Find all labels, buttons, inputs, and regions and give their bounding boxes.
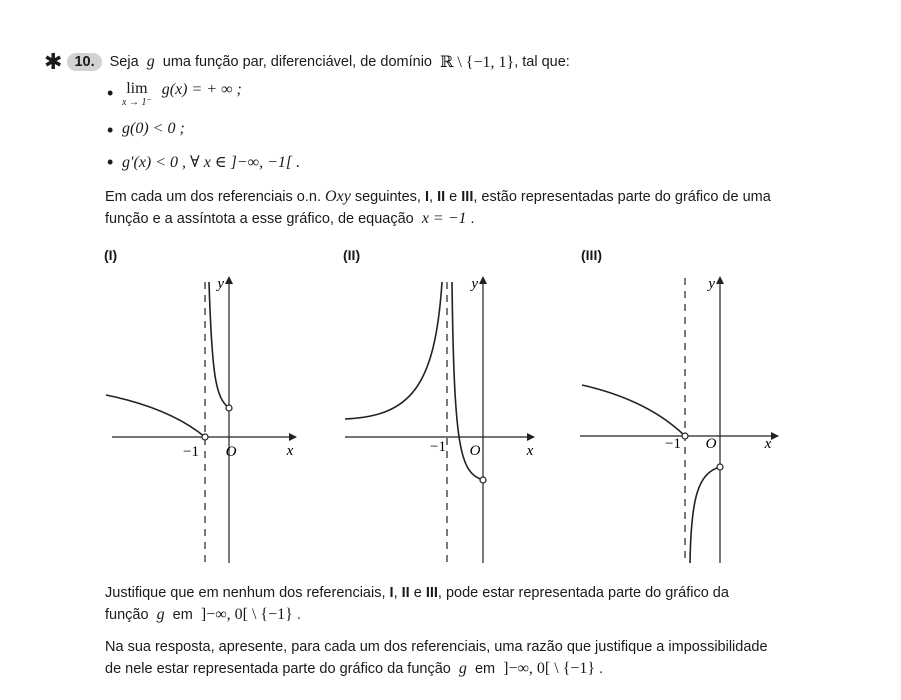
answer-dot: . xyxy=(599,661,604,677)
condition-limit xyxy=(122,80,242,108)
answer-text-2: de nele estar representada parte do gráfico da função xyxy=(105,661,451,677)
star-icon: ✱ xyxy=(44,49,63,74)
justify-ref-II: II xyxy=(401,585,410,601)
condition-derivative: g′(x) < 0 , ∀ x ∈ ]−∞, −1[ . xyxy=(122,154,301,171)
justify-ref-III: III xyxy=(425,585,438,601)
function-g: g xyxy=(146,53,155,70)
bullet-2: • xyxy=(107,120,114,140)
intro-dot: . xyxy=(470,211,475,227)
x-axis-arrow-icon xyxy=(527,433,535,441)
question-header xyxy=(44,51,570,73)
intro-comma: , xyxy=(429,189,434,205)
open-point-right xyxy=(717,464,723,470)
intro-paragraph xyxy=(105,186,815,230)
open-point-left xyxy=(202,434,208,440)
statement-c: , tal que: xyxy=(514,54,570,70)
statement-a: Seja xyxy=(109,54,139,70)
x-label: x xyxy=(764,436,772,452)
justify-ref-I: I xyxy=(389,585,394,601)
asymptote-equation: x = −1 xyxy=(421,210,467,227)
answer-interval: ]−∞, 0[ \ {−1} xyxy=(503,660,596,677)
open-point-left xyxy=(682,433,688,439)
y-axis-arrow-icon xyxy=(479,276,487,284)
curve-left xyxy=(106,395,205,437)
answer-em: em xyxy=(474,661,496,677)
answer-g: g xyxy=(458,660,467,677)
domain-set: ℝ \ {−1, 1} xyxy=(440,54,515,71)
justify-g: g xyxy=(156,606,165,623)
curve-right xyxy=(209,282,229,408)
x-axis-arrow-icon xyxy=(289,433,297,441)
origin-label: O xyxy=(225,444,237,460)
graph-label-III: (III) xyxy=(581,247,602,263)
condition-g0: g(0) < 0 ; xyxy=(122,120,185,137)
justify-paragraph xyxy=(105,583,815,626)
graph-II xyxy=(340,268,560,568)
curve-right xyxy=(690,467,720,563)
tick-minus-1: −1 xyxy=(183,444,199,460)
intro-and: e xyxy=(449,189,458,205)
origin-label: O xyxy=(705,436,717,452)
bullet-1: • xyxy=(107,83,114,103)
curve-left xyxy=(582,385,685,436)
justify-text-1: Justifique que em nenhum dos referenciais, xyxy=(105,585,386,601)
y-axis-arrow-icon xyxy=(716,276,724,284)
graph-label-II: (II) xyxy=(343,247,361,263)
intro-text-1: Em cada um dos referenciais o.n. xyxy=(105,189,321,205)
tick-minus-1: −1 xyxy=(665,436,681,452)
graph-III xyxy=(578,268,798,568)
justify-dot: . xyxy=(296,607,301,623)
intro-ref-III: III xyxy=(461,189,474,205)
graph-label-I: (I) xyxy=(104,247,118,263)
x-label: x xyxy=(526,443,534,459)
intro-text-2: seguintes, xyxy=(354,189,421,205)
answer-paragraph xyxy=(105,637,815,680)
y-label: y xyxy=(217,276,224,292)
intro-oxy: Oxy xyxy=(325,188,351,205)
justify-interval: ]−∞, 0[ \ {−1} xyxy=(200,606,293,623)
intro-text-4: função e a assíntota a esse gráfico, de equação xyxy=(105,211,414,227)
intro-text-3: , estão representadas parte do gráfico de uma xyxy=(473,189,771,205)
justify-text-3: função xyxy=(105,607,149,623)
curve-left xyxy=(345,282,442,419)
origin-label: O xyxy=(469,443,481,459)
graph-I xyxy=(100,268,320,568)
limit-sub: x → 1⁻ xyxy=(122,97,152,108)
y-axis-arrow-icon xyxy=(225,276,233,284)
question-number: 10. xyxy=(67,53,101,71)
y-label: y xyxy=(471,276,478,292)
justify-text-2: , pode estar representada parte do gráfico da xyxy=(437,585,729,601)
answer-text-1: Na sua resposta, apresente, para cada um dos referenciais, uma razão que justifique a impossibilidade xyxy=(105,639,768,655)
open-point-right xyxy=(480,477,486,483)
y-label: y xyxy=(708,276,715,292)
tick-minus-1: −1 xyxy=(430,439,446,455)
limit-word: lim xyxy=(126,80,148,97)
x-axis-arrow-icon xyxy=(771,432,779,440)
bullet-3: • xyxy=(107,152,114,172)
limit-expression: g(x) = + ∞ ; xyxy=(161,81,242,98)
justify-comma: , xyxy=(393,585,398,601)
intro-ref-II: II xyxy=(437,189,446,205)
justify-and: e xyxy=(413,585,422,601)
intro-ref-I: I xyxy=(424,189,429,205)
statement-b: uma função par, diferenciável, de domínio xyxy=(162,54,432,70)
open-point-right xyxy=(226,405,232,411)
x-label: x xyxy=(286,443,294,459)
justify-em: em xyxy=(172,607,193,623)
